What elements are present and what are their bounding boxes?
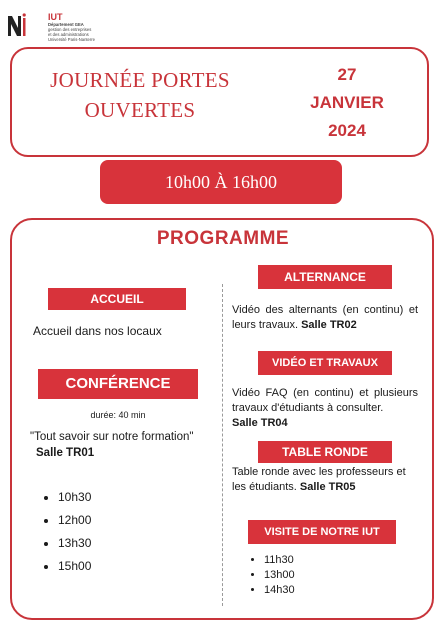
alternance-description: Vidéo des alternants (en continu) et leurs travaux. — [232, 304, 418, 331]
logo-university: Université Paris-Nanterre — [48, 37, 96, 42]
accueil-text: Accueil dans nos locaux — [33, 324, 162, 338]
video-room: Salle TR04 — [232, 417, 288, 429]
conference-room-value: Salle TR01 — [36, 447, 95, 459]
conference-quote: "Tout savoir sur notre formation" — [30, 431, 194, 443]
alternance-text — [232, 303, 418, 333]
conference-duration: durée: 40 min — [90, 410, 146, 420]
alternance-label: ALTERNANCE — [258, 265, 392, 289]
event-title: JOURNÉE PORTES OUVERTES — [50, 68, 230, 122]
alternance-room: Salle TR02 — [301, 319, 357, 331]
list-item: • 10h30 — [58, 486, 91, 509]
list-item: • 13h00 — [264, 568, 295, 583]
date-month: JANVIER — [310, 93, 384, 112]
logo-iut-text: IUT — [48, 12, 63, 22]
table-ronde-text — [232, 465, 422, 495]
accueil-label: ACCUEIL — [48, 288, 186, 310]
logo-dept-line3: et des administrations — [48, 32, 89, 37]
conference-room — [36, 446, 94, 461]
list-item: • 14h30 — [264, 583, 295, 598]
conference-label: CONFÉRENCE — [38, 369, 198, 399]
time-banner: 10h00 À 16h00 — [100, 160, 342, 204]
visite-label: VISITE DE NOTRE IUT — [248, 520, 396, 544]
list-item: • 12h00 — [58, 509, 91, 532]
video-description: Vidéo FAQ (en continu) et plusieurs travaux d'étudiants à consulter. — [232, 387, 418, 414]
list-item: • 15h00 — [58, 555, 91, 578]
logo-dept-line1: Département GEA — [48, 22, 84, 27]
column-divider — [222, 284, 223, 606]
list-item: • 13h30 — [58, 532, 91, 555]
event-date — [287, 61, 407, 145]
visite-times-list — [246, 553, 295, 598]
table-ronde-description: Table ronde avec les professeurs et les étudiants. — [232, 466, 406, 493]
table-ronde-room: Salle TR05 — [299, 481, 356, 493]
logo-text — [48, 12, 118, 42]
logo-dept-line2: gestion des entreprises — [48, 27, 92, 32]
iut-logo-icon — [6, 12, 46, 38]
table-ronde-label: TABLE RONDE — [258, 441, 392, 463]
iut-logo — [6, 8, 116, 42]
date-year: 2024 — [328, 121, 366, 140]
program-title: PROGRAMME — [156, 228, 290, 249]
conference-times-list — [40, 486, 91, 578]
date-day: 27 — [337, 65, 357, 84]
video-label: VIDÉO ET TRAVAUX — [258, 351, 392, 375]
video-text — [232, 386, 418, 431]
list-item: • 11h30 — [264, 553, 295, 568]
header-box — [10, 47, 429, 157]
